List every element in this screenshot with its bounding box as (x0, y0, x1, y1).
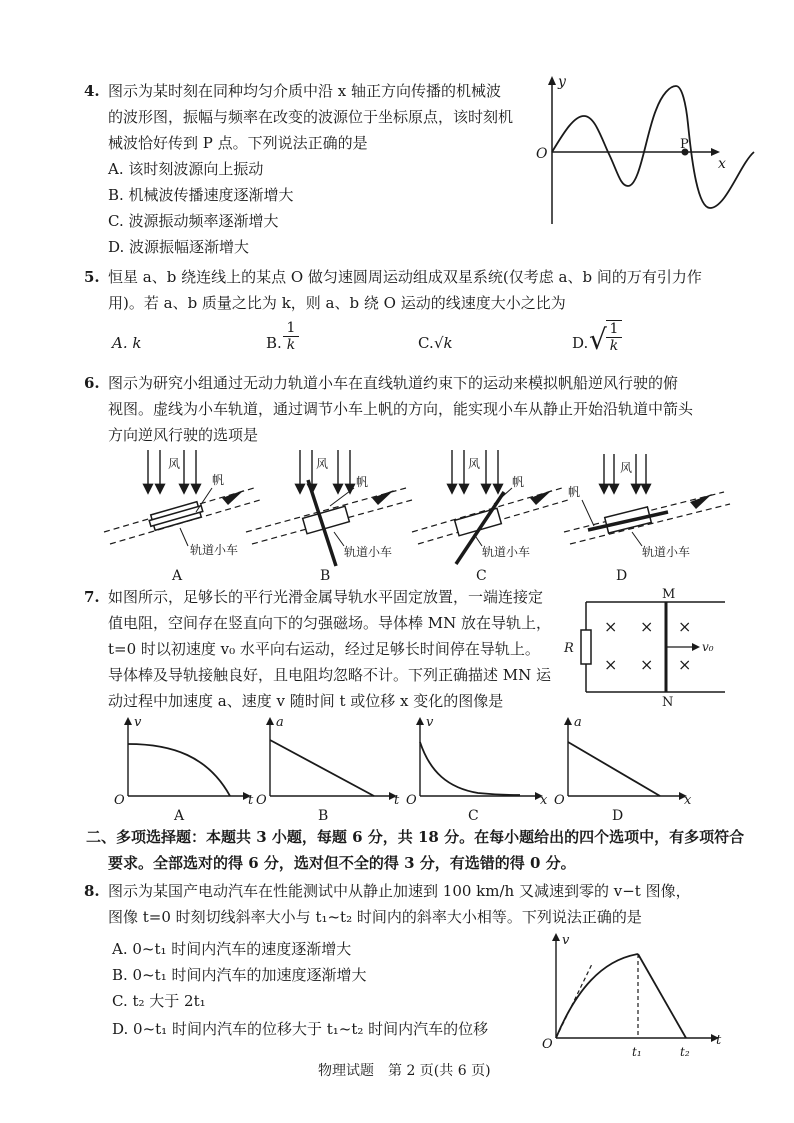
q5-option-b-label: B. (266, 334, 282, 352)
q4-stem-line3: 械波恰好传到 P 点。下列说法正确的是 (108, 134, 368, 152)
q5-option-c-value: √k (434, 334, 453, 352)
q7-graph-d-origin: O (554, 793, 565, 808)
q5-option-d-root: √ (589, 323, 607, 356)
q6-number: 6. (84, 374, 100, 392)
q7-stem-line4: 导体棒及导轨接触良好，且电阻均忽略不计。下列正确描述 MN 运 (108, 666, 552, 684)
q4-origin-label: O (536, 146, 548, 162)
q5-option-b-denominator: k (286, 337, 296, 353)
q7-graph-c-curve (420, 742, 520, 795)
q7-graph-b-x-label: t (394, 793, 400, 808)
q7-number: 7. (84, 588, 100, 606)
q8-t2-label: t₂ (680, 1045, 690, 1059)
q4-option-b: B. 机械波传播速度逐渐增大 (108, 186, 294, 204)
q7-graph-c-y-label: v (426, 715, 434, 730)
q7-graph-c-x-label: x (540, 793, 548, 808)
q4-wave-curve (552, 86, 754, 208)
q7-field-mark-4: × (604, 655, 618, 674)
q4-y-label: y (558, 74, 566, 90)
q6-d-sail-label: 帆 (568, 485, 581, 499)
q7-graph-d-x-label: x (684, 793, 692, 808)
q5-option-b-fraction (283, 320, 299, 353)
q7-field-mark-3: × (678, 617, 692, 636)
q8-stem-line1: 图示为某国产电动汽车在性能测试中从静止加速到 100 km/h 又减速到零的 v−t 图像， (108, 882, 691, 900)
q8-number: 8. (84, 882, 100, 900)
q8-option-d: D. 0~t₁ 时间内汽车的位移大于 t₁~t₂ 时间内汽车的位移 (112, 1020, 489, 1038)
q6-stem-line2: 视图。虚线为小车轨道，通过调节小车上帆的方向，能实现小车从静止开始沿轨道中箭头 (108, 400, 694, 418)
q7-graph-b (258, 716, 408, 826)
page-footer: 物理试题 第 2 页(共 6 页) (318, 1063, 491, 1079)
q6-b-option-label: B (320, 568, 331, 584)
q7-r-label: R (564, 641, 574, 656)
q8-t-label: t (716, 1033, 722, 1048)
q7-graph-d-option-label: D (612, 808, 624, 824)
q7-graph-b-origin: O (256, 793, 267, 808)
q7-m-label: M (662, 587, 676, 602)
q7-field-mark-6: × (678, 655, 692, 674)
q7-graph-b-option-label: B (318, 808, 329, 824)
q6-d-wind-label: 风 (620, 461, 633, 475)
q8-vt-figure (540, 930, 730, 1060)
q8-option-a: A. 0~t₁ 时间内汽车的速度逐渐增大 (112, 940, 352, 958)
q4-stem-line2: 的波形图，振幅与频率在改变的波源位于坐标原点，该时刻机 (108, 108, 514, 126)
q4-option-d: D. 波源振幅逐渐增大 (108, 238, 250, 256)
q7-graph-a-curve (128, 744, 230, 796)
q8-option-c: C. t₂ 大于 2t₁ (112, 992, 206, 1010)
q8-origin-label: O (542, 1037, 553, 1052)
q7-graph-d (556, 716, 706, 826)
q6-c-option-label: C (476, 568, 487, 584)
q5-option-c-label: C. (418, 334, 434, 352)
q4-number: 4. (84, 82, 100, 100)
q7-graph-d-y-label: a (574, 715, 582, 730)
q5-option-d-fraction (606, 320, 622, 354)
q6-figure-c (412, 448, 572, 583)
q7-graph-a (112, 716, 262, 826)
q7-graph-a-origin: O (114, 793, 125, 808)
q7-graph-d-line (568, 742, 660, 796)
q7-field-mark-5: × (640, 655, 654, 674)
q7-graph-c (408, 716, 558, 826)
q6-b-wind-label: 风 (316, 457, 329, 471)
q7-graph-c-option-label: C (468, 808, 479, 824)
q7-stem-line3: t=0 时以初速度 v₀ 水平向右运动，经过足够长时间停在导轨上。 (108, 640, 540, 658)
q7-graph-a-y-label: v (134, 715, 142, 730)
q4-x-label: x (718, 156, 726, 172)
q6-d-car-label: 轨道小车 (642, 545, 691, 559)
q5-option-d-numerator: 1 (606, 321, 622, 338)
q8-t1-label: t₁ (632, 1045, 642, 1059)
q4-p-label: P (680, 137, 689, 152)
q7-stem-line2: 值电阻，空间存在竖直向下的匀强磁场。导体棒 MN 放在导轨上， (108, 614, 552, 632)
q4-stem-line1: 图示为某时刻在同种均匀介质中沿 x 轴正方向传播的机械波 (108, 82, 501, 100)
q6-a-sail-label: 帆 (212, 473, 225, 487)
q6-c-wind-label: 风 (468, 457, 481, 471)
q4-option-c: C. 波源振动频率逐渐增大 (108, 212, 279, 230)
q6-a-wind-label: 风 (168, 457, 181, 471)
q5-stem-line2: 用)。若 a、b 质量之比为 k，则 a、b 绕 O 运动的线速度大小之比为 (108, 294, 566, 312)
q7-circuit-figure (560, 584, 730, 710)
section2-header-line1: 二、多项选择题：本题共 3 小题，每题 6 分，共 18 分。在每小题给出的四个选项中，有多项符合 (86, 828, 745, 846)
q6-figure-b (246, 448, 416, 583)
q7-n-label: N (662, 695, 674, 710)
q7-v0-label: v₀ (702, 640, 714, 654)
q7-graph-c-origin: O (406, 793, 417, 808)
section2-header-line2: 要求。全部选对的得 6 分，选对但不全的得 3 分，有选错的得 0 分。 (108, 854, 576, 872)
q6-figure-d (564, 448, 734, 583)
q8-option-b: B. 0~t₁ 时间内汽车的加速度逐渐增大 (112, 966, 367, 984)
q8-v-label: v (562, 933, 570, 948)
q6-b-car-label: 轨道小车 (344, 545, 393, 559)
q5-stem-line1: 恒星 a、b 绕连线上的某点 O 做匀速圆周运动组成双星系统(仅考虑 a、b 间的万有引力作 (108, 268, 702, 286)
q7-field-mark-1: × (604, 617, 618, 636)
q5-number: 5. (84, 268, 100, 286)
q5-option-b-numerator: 1 (283, 320, 299, 337)
q7-graph-b-y-label: a (276, 715, 284, 730)
q6-d-option-label: D (616, 568, 628, 584)
q7-stem-line1: 如图所示，足够长的平行光滑金属导轨水平固定放置，一端连接定 (108, 588, 544, 606)
q7-stem-line5: 动过程中加速度 a、速度 v 随时间 t 或位移 x 变化的图像是 (108, 692, 504, 710)
q8-stem-line2: 图像 t=0 时刻切线斜率大小与 t₁~t₂ 时间内的斜率大小相等。下列说法正确的是 (108, 908, 642, 926)
q4-wave-figure (530, 74, 730, 224)
q7-graph-b-line (270, 740, 374, 796)
q7-graph-a-option-label: A (174, 808, 185, 824)
q6-c-car-label: 轨道小车 (482, 545, 531, 559)
q6-b-sail-label: 帆 (356, 475, 369, 489)
q6-stem-line1: 图示为研究小组通过无动力轨道小车在直线轨道约束下的运动来模拟帆船逆风行驶的俯 (108, 374, 679, 392)
q8-decel-line (638, 954, 686, 1038)
q5-option-d-denominator: k (609, 338, 619, 354)
q6-a-car-label: 轨道小车 (190, 543, 239, 557)
q6-stem-line3: 方向逆风行驶的选项是 (108, 426, 259, 444)
q8-accel-curve (556, 954, 638, 1038)
q7-resistor (581, 630, 591, 664)
q5-option-d-label: D. (572, 334, 589, 352)
q6-c-sail-label: 帆 (512, 475, 525, 489)
q7-graph-a-x-label: t (248, 793, 254, 808)
q4-option-a: A. 该时刻波源向上振动 (108, 160, 264, 178)
q6-a-option-label: A (172, 568, 183, 584)
q6-figure-a (104, 448, 264, 583)
q5-option-a: A. k (112, 334, 142, 352)
q7-field-mark-2: × (640, 617, 654, 636)
